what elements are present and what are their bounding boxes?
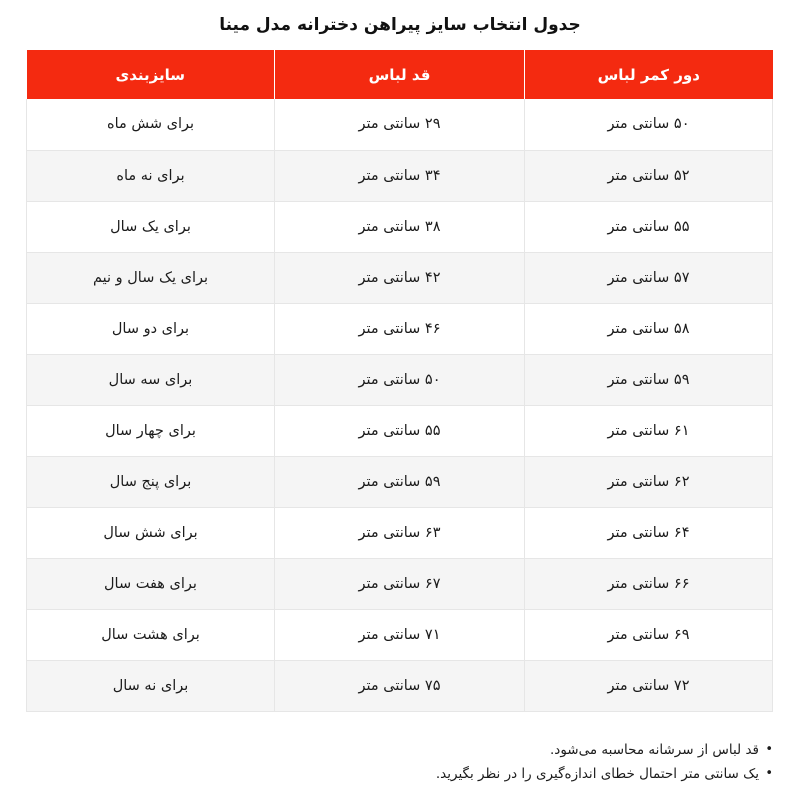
page-title: جدول انتخاب سایز پیراهن دخترانه مدل مینا — [219, 15, 581, 35]
table-row — [27, 303, 773, 354]
table-cell-length: ۵۵ سانتی متر — [275, 405, 525, 456]
table-cell-sizing: برای نه ماه — [27, 150, 275, 201]
table-cell-sizing: برای سه سال — [27, 354, 275, 405]
column-header-waist: دور کمر لباس — [525, 50, 773, 99]
size-chart-table — [26, 50, 773, 712]
table-cell-length: ۶۳ سانتی متر — [275, 507, 525, 558]
footnote-item — [27, 762, 773, 786]
table-row — [27, 99, 773, 150]
table-cell-sizing: برای هشت سال — [27, 609, 275, 660]
table-cell-length: ۳۴ سانتی متر — [275, 150, 525, 201]
table-cell-sizing: برای شش سال — [27, 507, 275, 558]
table-cell-length: ۷۱ سانتی متر — [275, 609, 525, 660]
table-cell-length: ۲۹ سانتی متر — [275, 99, 525, 150]
table-header-row — [27, 50, 773, 99]
table-cell-waist: ۵۵ سانتی متر — [525, 201, 773, 252]
table-row — [27, 354, 773, 405]
table-cell-sizing: برای پنج سال — [27, 456, 275, 507]
footnotes — [27, 738, 773, 786]
table-body — [27, 99, 773, 711]
table-cell-length: ۴۶ سانتی متر — [275, 303, 525, 354]
table-cell-waist: ۵۲ سانتی متر — [525, 150, 773, 201]
table-cell-sizing: برای یک سال — [27, 201, 275, 252]
table-cell-sizing: برای هفت سال — [27, 558, 275, 609]
footnote-text: یک سانتی متر احتمال خطای اندازه‌گیری را در نظر بگیرید. — [435, 766, 759, 782]
table-cell-waist: ۵۹ سانتی متر — [525, 354, 773, 405]
table-header — [27, 50, 773, 99]
table-cell-length: ۵۰ سانتی متر — [275, 354, 525, 405]
table-row — [27, 456, 773, 507]
table-cell-length: ۶۷ سانتی متر — [275, 558, 525, 609]
table-row — [27, 201, 773, 252]
footnote-text: قد لباس از سرشانه محاسبه می‌شود. — [550, 742, 759, 758]
table-cell-waist: ۵۰ سانتی متر — [525, 99, 773, 150]
table-cell-waist: ۷۲ سانتی متر — [525, 660, 773, 711]
table-row — [27, 150, 773, 201]
column-header-length: قد لباس — [275, 50, 525, 99]
table-row — [27, 252, 773, 303]
table-cell-length: ۴۲ سانتی متر — [275, 252, 525, 303]
table-cell-waist: ۶۲ سانتی متر — [525, 456, 773, 507]
column-header-sizing: سایزبندی — [27, 50, 275, 99]
bullet-icon: • — [765, 766, 773, 781]
table-cell-waist: ۶۹ سانتی متر — [525, 609, 773, 660]
bullet-icon: • — [765, 742, 773, 757]
table-cell-waist: ۶۶ سانتی متر — [525, 558, 773, 609]
table-row — [27, 507, 773, 558]
table-cell-waist: ۶۱ سانتی متر — [525, 405, 773, 456]
table-cell-waist: ۶۴ سانتی متر — [525, 507, 773, 558]
table-cell-length: ۷۵ سانتی متر — [275, 660, 525, 711]
table-cell-waist: ۵۷ سانتی متر — [525, 252, 773, 303]
table-cell-sizing: برای یک سال و نیم — [27, 252, 275, 303]
table-row — [27, 558, 773, 609]
table-cell-length: ۵۹ سانتی متر — [275, 456, 525, 507]
table-cell-waist: ۵۸ سانتی متر — [525, 303, 773, 354]
table-cell-sizing: برای شش ماه — [27, 99, 275, 150]
table-cell-sizing: برای دو سال — [27, 303, 275, 354]
table-row — [27, 660, 773, 711]
table-row — [27, 609, 773, 660]
table-cell-length: ۳۸ سانتی متر — [275, 201, 525, 252]
table-cell-sizing: برای چهار سال — [27, 405, 275, 456]
table-row — [27, 405, 773, 456]
footnote-item — [27, 738, 773, 762]
table-cell-sizing: برای نه سال — [27, 660, 275, 711]
